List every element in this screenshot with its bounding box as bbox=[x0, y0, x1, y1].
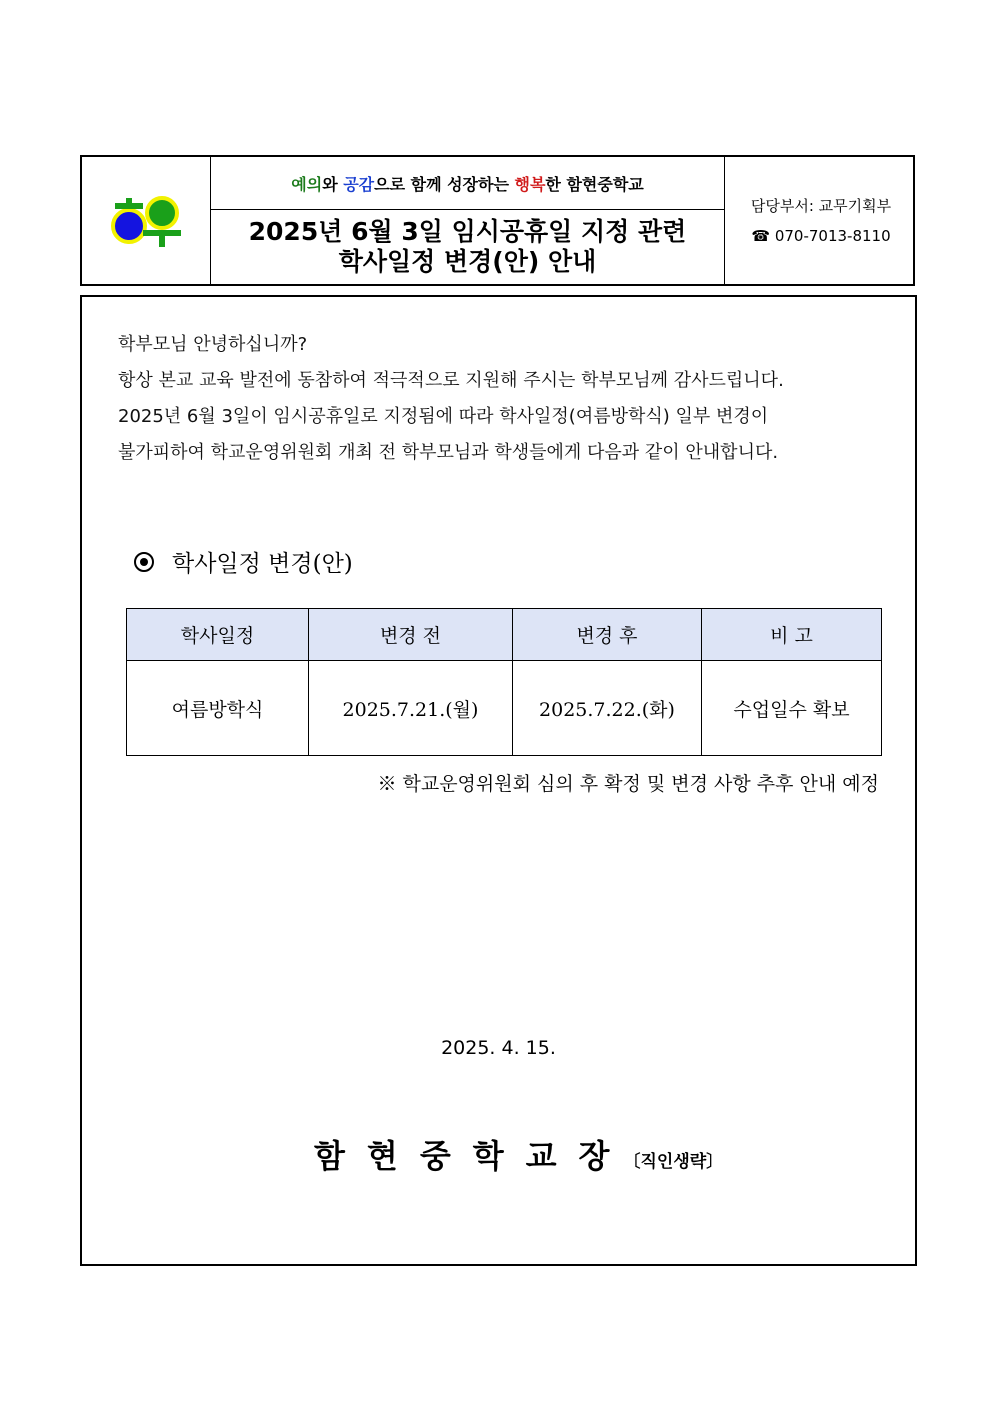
bullet-radio-icon bbox=[134, 552, 154, 572]
school-slogan bbox=[211, 157, 724, 210]
title-line-2: 학사일정 변경(안) 안내 bbox=[338, 247, 597, 276]
department-label: 담당부서: 교무기획부 bbox=[750, 196, 892, 215]
table-header-cell: 비 고 bbox=[702, 609, 882, 661]
slogan-happiness: 행복 bbox=[514, 174, 546, 194]
school-logo-cell bbox=[82, 157, 211, 284]
table-header-cell: 변경 전 bbox=[309, 609, 513, 661]
intro-text bbox=[118, 327, 898, 471]
document-header bbox=[80, 155, 915, 286]
document-title bbox=[211, 210, 724, 284]
department-info bbox=[725, 157, 913, 284]
school-logo-icon bbox=[107, 193, 185, 249]
table-header-row bbox=[127, 609, 882, 661]
table-header-cell: 변경 후 bbox=[513, 609, 702, 661]
title-line-1: 2025년 6월 3일 임시공휴일 지정 관련 bbox=[248, 217, 687, 246]
header-center bbox=[211, 157, 725, 284]
table-cell: 여름방학식 bbox=[127, 661, 309, 756]
table-header-cell: 학사일정 bbox=[127, 609, 309, 661]
section-title bbox=[134, 545, 353, 578]
table-cell: 2025.7.22.(화) bbox=[513, 661, 702, 756]
seal-omitted-note: 〔직인생략〕 bbox=[623, 1152, 724, 1172]
document-date: 2025. 4. 15. bbox=[441, 1037, 556, 1059]
table-cell: 2025.7.21.(월) bbox=[309, 661, 513, 756]
phone-icon: ☎ bbox=[751, 226, 771, 245]
section-title-text: 학사일정 변경(안) bbox=[172, 551, 353, 577]
intro-line: 2025년 6월 3일이 임시공휴일로 지정됨에 따라 학사일정(여름방학식) 일부 변경이 bbox=[118, 406, 769, 427]
signature-block bbox=[314, 1131, 723, 1177]
slogan-courtesy: 예의 bbox=[291, 174, 323, 194]
slogan-text-3: 한 함현중학교 bbox=[545, 174, 644, 194]
intro-line: 학부모님 안녕하십니까? bbox=[118, 334, 308, 355]
phone-line bbox=[751, 221, 890, 251]
footnote: ※ 학교운영위원회 심의 후 확정 및 변경 사항 추후 안내 예정 bbox=[377, 773, 879, 795]
intro-line: 항상 본교 교육 발전에 동참하여 적극적으로 지원해 주시는 학부모님께 감사드립니다. bbox=[118, 370, 784, 391]
principal-title: 함현중학교장 bbox=[314, 1137, 632, 1175]
document-body bbox=[80, 295, 917, 1266]
phone-number: 070-7013-8110 bbox=[774, 226, 891, 245]
slogan-text-2: 으로 함께 성장하는 bbox=[374, 174, 515, 194]
intro-line: 불가피하여 학교운영위원회 개최 전 학부모님과 학생들에게 다음과 같이 안내합니다. bbox=[118, 442, 779, 463]
schedule-table bbox=[126, 608, 882, 756]
slogan-text-1: 와 bbox=[322, 174, 344, 194]
slogan-empathy: 공감 bbox=[343, 174, 375, 194]
table-row bbox=[127, 661, 882, 756]
table-cell: 수업일수 확보 bbox=[702, 661, 882, 756]
